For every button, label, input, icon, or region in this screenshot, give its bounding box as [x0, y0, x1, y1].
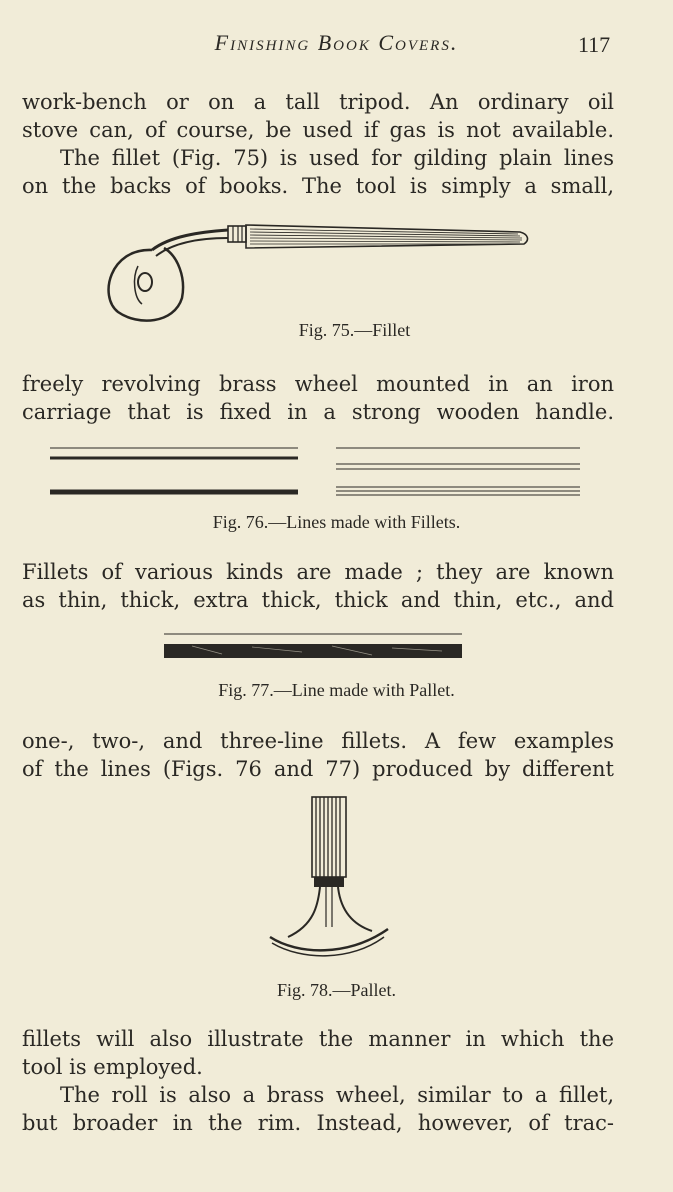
paragraph-3: [22, 558, 614, 614]
text-line: freely revolving brass wheel mounted in an iron: [22, 372, 614, 396]
text-line: tool is employed.: [22, 1055, 203, 1079]
text-line: The fillet (Fig. 75) is used for gilding plain lines: [60, 146, 614, 170]
paragraph-4: [22, 727, 614, 783]
text-line: The roll is also a brass wheel, similar to a fillet,: [60, 1083, 614, 1107]
text-line: as thin, thick, extra thick, thick and thin, etc., and: [22, 588, 614, 612]
pallet-tool-illustration: [268, 795, 392, 967]
text-line: on the backs of books. The tool is simply a small,: [22, 174, 614, 198]
paragraph-5: [22, 1025, 614, 1137]
text-line: one-, two-, and three-line fillets. A few examples: [22, 729, 614, 753]
text-line: Fillets of various kinds are made ; they are known: [22, 560, 614, 584]
paragraph-2: [22, 370, 614, 426]
paragraph-1: [22, 88, 614, 200]
fillet-tool-illustration: [100, 218, 540, 328]
text-line: fillets will also illustrate the manner in which the: [22, 1027, 614, 1051]
fig75-caption: Fig. 75.—Fillet: [298, 320, 411, 340]
text-line: but broader in the rim. Instead, however, of trac-: [22, 1111, 614, 1135]
running-title: Finishing Book Covers.: [214, 30, 459, 55]
fig78-caption: Fig. 78.—Pallet.: [276, 980, 396, 1000]
pallet-line-illustration: [162, 632, 466, 662]
text-line: stove can, of course, be used if gas is not available.: [22, 118, 614, 142]
text-line: carriage that is fixed in a strong wooden handle.: [22, 400, 614, 424]
page-number: 117: [578, 32, 611, 57]
page-header: [0, 30, 673, 70]
fig76-caption: Fig. 76.—Lines made with Fillets.: [212, 512, 461, 532]
fig77-caption: Fig. 77.—Line made with Pallet.: [218, 680, 455, 700]
text-line: of the lines (Figs. 76 and 77) produced by different: [22, 757, 614, 781]
fillet-lines-illustration: [48, 444, 584, 496]
text-line: work-bench or on a tall tripod. An ordinary oil: [22, 90, 614, 114]
